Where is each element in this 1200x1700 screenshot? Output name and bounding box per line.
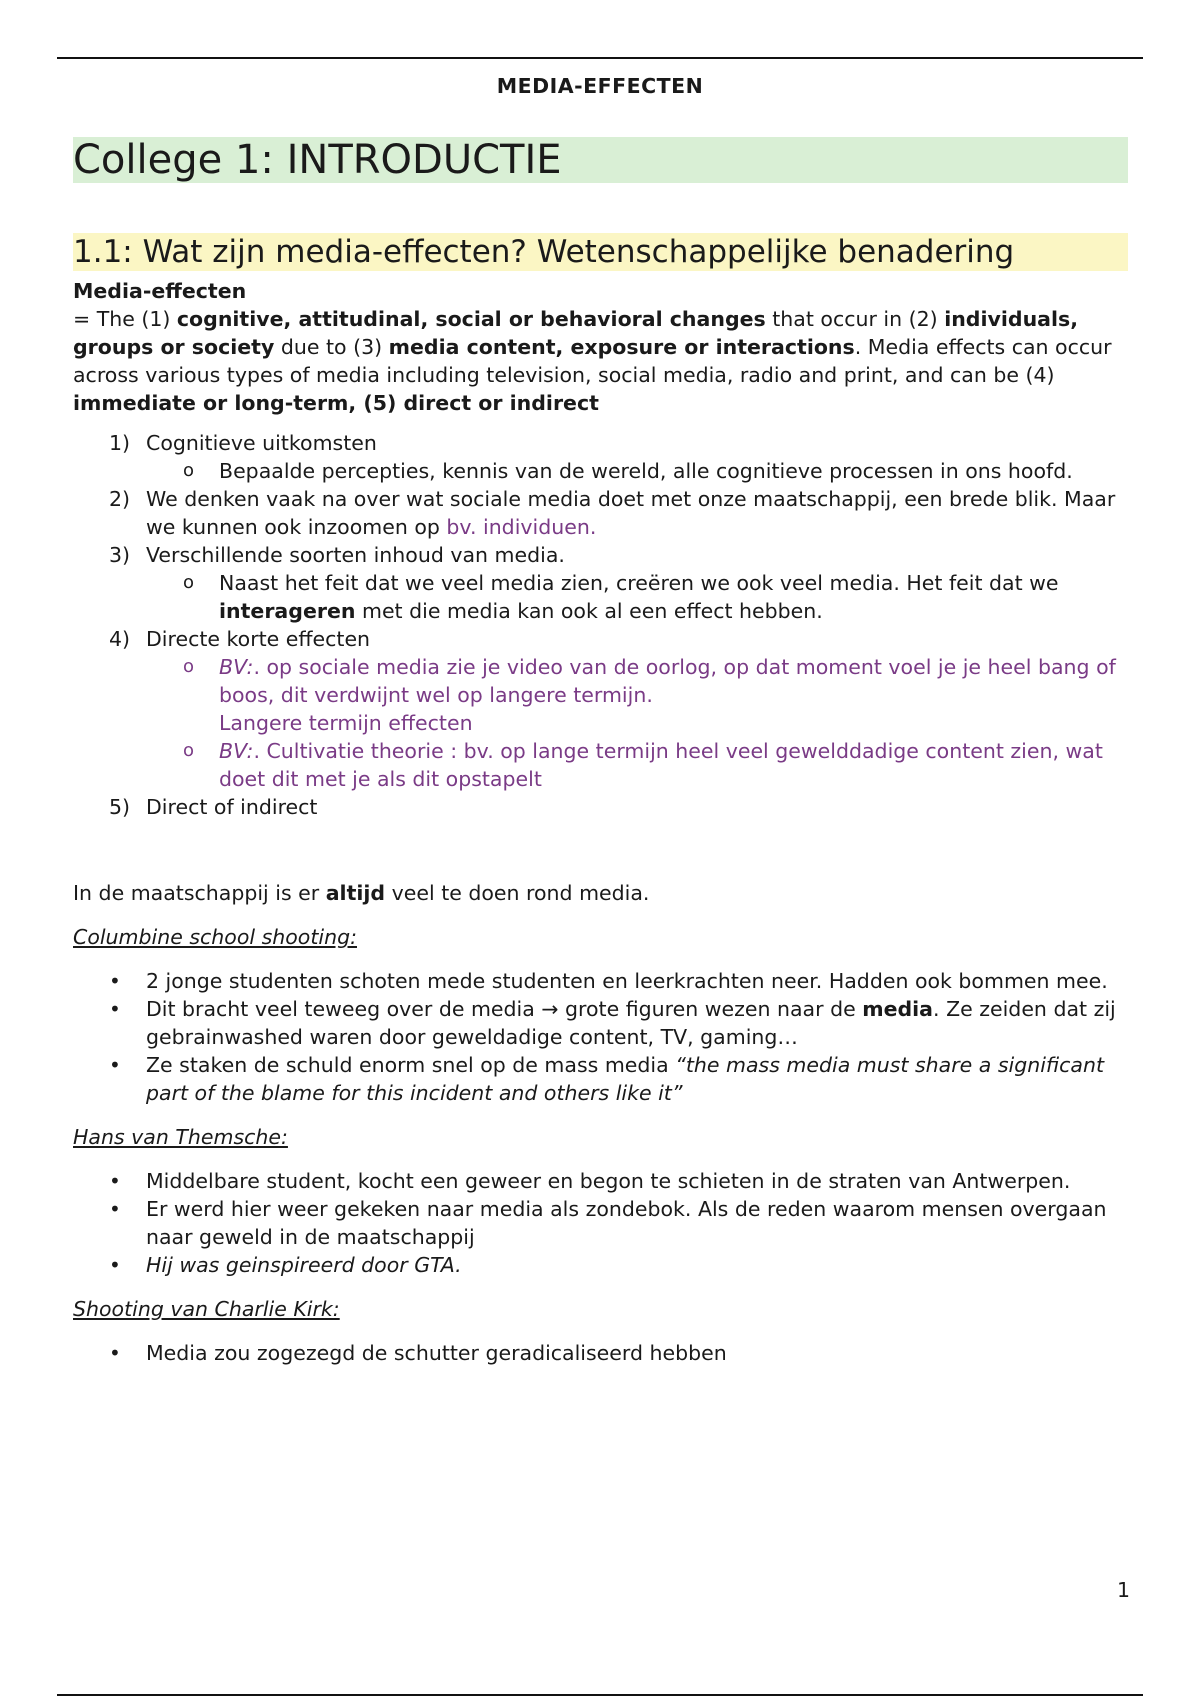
definition-term: Media-effecten [73, 279, 247, 303]
list-item: • Ze staken de schuld enorm snel op de mass media “the mass media must share a significant part of the blame for this incident and others like it” [109, 1053, 1105, 1105]
sub-item: o Bepaalde percepties, kennis van de wereld, alle cognitieve processen in ons hoofd. [183, 459, 1073, 483]
list-item: • Dit bracht veel teweeg over de media → grote figuren wezen naar de media. Ze zeiden dat zij gebrainwashed waren door geweldadige content, TV, gaming… [109, 997, 1116, 1049]
header-rule [57, 57, 1143, 59]
sub-item: o BV:. Cultivatie theorie : bv. op lange termijn heel veel gewelddadige content zien, wat doet dit met je als dit opstapelt [183, 739, 1103, 791]
definition-block [73, 277, 1128, 417]
list-item: • Media zou zogezegd de schutter geradicaliseerd hebben [109, 1341, 727, 1365]
sub-item: o Naast het feit dat we veel media zien, creëren we ook veel media. Het feit dat we interageren met die media kan ook al een effect hebben. [183, 571, 1059, 623]
list-item-5: 5) Direct of indirect [109, 795, 318, 819]
list-item-4: 4) Directe korte effecten o BV:. op sociale media zie je video van de oorlog, op dat moment voel je je heel bang of boos, dit verdwijnt wel op langere termijn. Langere termijn effecten o BV:. Cultivatie theorie : bv. op lange termijn heel veel gewelddadige content zien, wat doet dit met je als dit opstapelt [73, 625, 1128, 793]
list-item: • Er werd hier weer gekeken naar media als zondebok. Als de reden waarom mensen overgaan naar geweld in de maatschappij [109, 1197, 1107, 1249]
columbine-title: Columbine school shooting: [73, 925, 357, 949]
document-header-title: MEDIA-EFFECTEN [496, 74, 704, 98]
list-item-3: 3) Verschillende soorten inhoud van media. o Naast het feit dat we veel media zien, creëren we ook veel media. Het feit dat we interageren met die media kan ook al een effect hebben. [73, 541, 1128, 625]
footer-rule [57, 1694, 1143, 1696]
list-item: • 2 jonge studenten schoten mede studenten en leerkrachten neer. Hadden ook bommen mee. [109, 969, 1108, 993]
kirk-list [73, 1339, 1128, 1367]
kirk-title: Shooting van Charlie Kirk: [73, 1297, 340, 1321]
list-item: • Hij was geinspireerd door GTA. [109, 1253, 462, 1277]
sub-item: o BV:. op sociale media zie je video van de oorlog, op dat moment voel je je heel bang of boos, dit verdwijnt wel op langere termijn. Langere termijn effecten [183, 655, 1116, 735]
columbine-list [73, 967, 1128, 1107]
heading-college-1: College 1: INTRODUCTIE [73, 137, 1128, 183]
heading-section-1-1: 1.1: Wat zijn media-effecten? Wetenschappelijke benadering [73, 233, 1128, 271]
list-item-1: 1) Cognitieve uitkomsten o Bepaalde percepties, kennis van de wereld, alle cognitieve processen in ons hoofd. [73, 429, 1128, 485]
numbered-list [73, 429, 1128, 821]
society-paragraph: In de maatschappij is er altijd veel te doen rond media. [73, 881, 650, 905]
list-item: • Middelbare student, kocht een geweer en begon te schieten in de straten van Antwerpen. [109, 1169, 1071, 1193]
themsche-list [73, 1167, 1128, 1279]
list-item-2: 2) We denken vaak na over wat sociale media doet met onze maatschappij, een brede blik. Maar we kunnen ook inzoomen op bv. individuen. [109, 487, 1116, 539]
page-number: 1 [1116, 1578, 1130, 1602]
definition-text: = The (1) cognitive, attitudinal, social or behavioral changes that occur in (2) individuals, groups or society due to (3) media content, exposure or interactions. Media effects can occur across various types of media including television, social media, radio and print, and can be (4) immediate or long-term, (5) direct or indirect [73, 307, 1112, 415]
page-content [73, 137, 1128, 1379]
themsche-title: Hans van Themsche: [73, 1125, 288, 1149]
